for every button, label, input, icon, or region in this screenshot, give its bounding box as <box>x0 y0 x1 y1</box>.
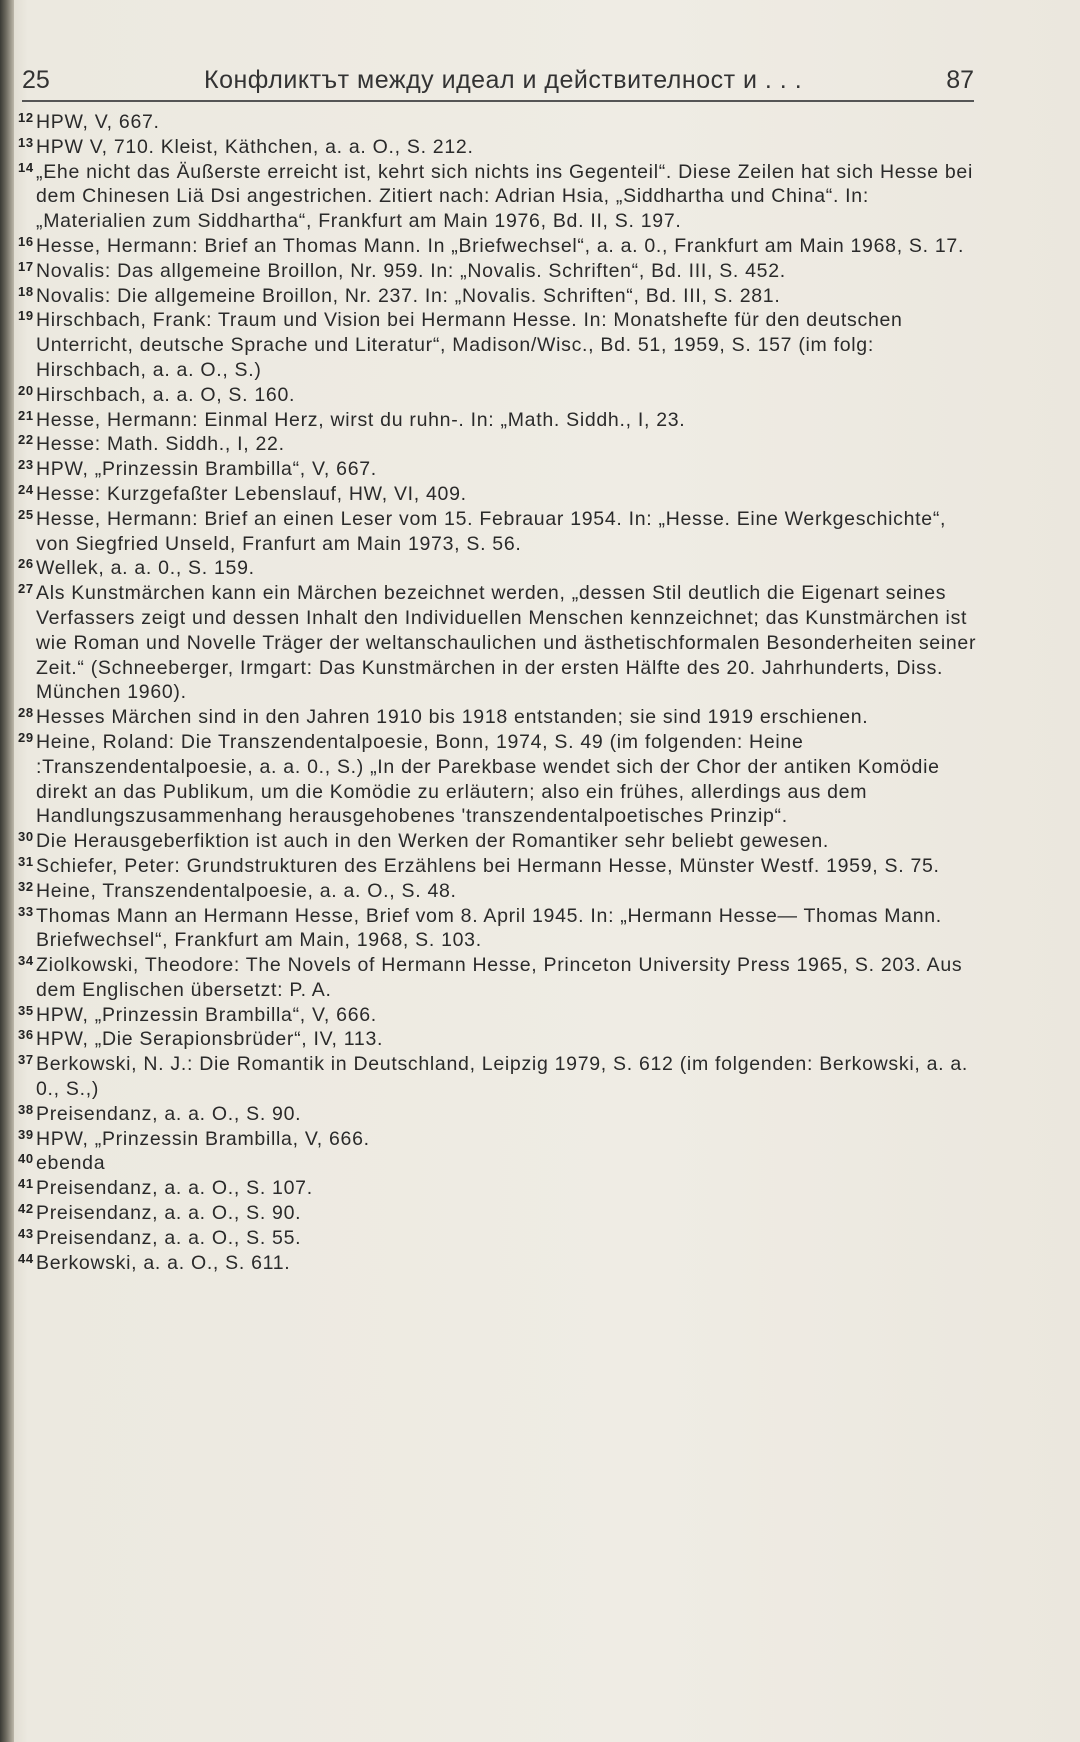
footnote-text: Hesse, Hermann: Brief an einen Leser vom 15. Febrauar 1954. In: „Hesse. Eine Werkgeschichte“, von Siegfried Unseld, Franfurt am Main 1973, S. 56. <box>36 507 947 555</box>
footnote-number: 27 <box>18 581 34 597</box>
footnote-number: 40 <box>18 1151 34 1167</box>
footnote-text: ebenda <box>36 1152 106 1175</box>
footnote <box>18 1225 981 1251</box>
footnote <box>18 382 981 408</box>
footnote <box>18 432 981 457</box>
running-title: Конфликтът между идеал и действителност и . . . <box>204 66 803 94</box>
footnote-number: 33 <box>18 903 34 919</box>
footnote-number: 17 <box>18 258 34 274</box>
footnote-number: 39 <box>18 1126 34 1142</box>
footnote-text: Hesse: Math. Siddh., I, 22. <box>36 433 285 456</box>
footnote-text: Preisendanz, a. a. O., S. 90. <box>36 1202 302 1225</box>
footnote-number: 35 <box>18 1002 34 1018</box>
footnote-text: HPW, „Die Serapionsbrüder“, IV, 113. <box>36 1028 384 1051</box>
footnote <box>18 506 981 557</box>
footnote-number: 22 <box>18 432 34 448</box>
page-number: 87 <box>946 66 974 94</box>
footnote <box>18 1151 981 1176</box>
footnote <box>18 729 981 829</box>
footnote <box>18 134 981 160</box>
footnote-text: HPW V, 710. Kleist, Käthchen, a. a. O., S. 212. <box>36 135 474 158</box>
footnote <box>18 481 981 507</box>
footnote-number: 20 <box>18 382 34 398</box>
footnote-text: Als Kunstmärchen kann ein Märchen bezeichnet werden, „dessen Stil deutlich die Eigenart seines Verfassers zeigt und dessen Inhalt den Individuellen Menschen kennzeichnet; das Kunstmärchen ist wie Roman und Novelle Träger der weltanschaulichen und ästhetischformalen Besonderheiten seiner Zeit.“ (Schneeberger, Irmgart: Das Kunstmärchen in der ersten Hälfte des 20. Jahrhunderts, Diss. München 1960). <box>36 582 977 704</box>
footnote-number: 12 <box>18 110 34 125</box>
footnote <box>18 1002 981 1028</box>
footnote-text: Novalis: Die allgemeine Broillon, Nr. 237. In: „Novalis. Schriften“, Bd. III, S. 281. <box>36 284 781 307</box>
footnote-number: 37 <box>18 1052 34 1068</box>
footnote-number: 41 <box>18 1176 34 1192</box>
footnote-text: Heine, Roland: Die Transzendentalpoesie, Bonn, 1974, S. 49 (im folgenden: Heine :Transzendentalpoesie, a. a. 0., S.) „In der Parekbase wendet sich der Chor der antiken Komödie direkt an das Publikum, um die Komödie zu erläutern; also ein frühes, allerdings aus dem Handlungszusammenhang herausgehobenes 'transzendentalpoetisches Prinzip“. <box>36 730 940 828</box>
footnote <box>18 407 981 433</box>
footnote-number: 34 <box>18 953 34 969</box>
footnote-text: Hesse, Hermann: Einmal Herz, wirst du ruhn-. In: „Math. Siddh., I, 23. <box>36 408 686 431</box>
footnote-number: 30 <box>18 829 34 845</box>
footnote-text: Preisendanz, a. a. O., S. 90. <box>36 1102 302 1125</box>
footnote <box>18 953 981 1003</box>
footnote-number: 43 <box>18 1225 34 1241</box>
footnote <box>18 283 981 309</box>
footnote <box>18 1052 981 1102</box>
footnote <box>18 1250 981 1276</box>
footnote-text: HPW, „Prinzessin Brambilla, V, 666. <box>36 1127 370 1150</box>
footnote-text: Die Herausgeberfiktion ist auch in den Werken der Romantiker sehr beliebt gewesen. <box>36 830 830 853</box>
footnote-text: Wellek, a. a. 0., S. 159. <box>36 557 255 580</box>
footnote <box>18 258 981 284</box>
footnote-text: HPW, V, 667. <box>36 111 160 133</box>
footnote <box>18 1027 981 1052</box>
footnote-text: Berkowski, N. J.: Die Romantik in Deutschland, Leipzig 1979, S. 612 (im folgenden: Berkowski, a. a. 0., S.,) <box>36 1053 969 1101</box>
footnote <box>18 1101 981 1127</box>
footnote <box>18 705 981 730</box>
footnote <box>18 308 981 382</box>
footnote-text: Hesses Märchen sind in den Jahren 1910 bis 1918 entstanden; sie sind 1919 erschienen. <box>36 706 869 729</box>
page-spine <box>0 0 14 1742</box>
footnote <box>18 829 981 854</box>
footnote-number: 23 <box>18 457 34 473</box>
footnote-text: Novalis: Das allgemeine Broillon, Nr. 959. In: „Novalis. Schriften“, Bd. III, S. 452. <box>36 259 786 282</box>
footnote-number: 44 <box>18 1250 34 1266</box>
footnote <box>18 878 981 904</box>
chapter-number: 25 <box>22 66 50 94</box>
footnote-number: 13 <box>18 134 34 150</box>
footnote <box>18 457 981 482</box>
footnote-number: 21 <box>18 407 34 423</box>
footnote-text: Berkowski, a. a. O., S. 611. <box>36 1251 291 1274</box>
footnote <box>18 853 981 879</box>
footnote-number: 42 <box>18 1201 34 1217</box>
footnote-text: „Ehe nicht das Äußerste erreicht ist, kehrt sich nichts ins Gegenteil“. Diese Zeilen hat sich Hesse bei dem Chinesen Liä Dsi angestrichen. Zitiert nach: Adrian Hsia, „Siddhartha und China“. In: „Materialien zum Siddhartha“, Frankfurt am Main 1976, Bd. II, S. 197. <box>36 160 973 233</box>
footnote-text: Ziolkowski, Theodore: The Novels of Hermann Hesse, Princeton University Press 1965, S. 203. Aus dem Englischen übersetzt: P. A. <box>36 954 963 1001</box>
page-header <box>22 64 974 100</box>
footnote-text: Thomas Mann an Hermann Hesse, Brief vom 8. April 1945. In: „Hermann Hesse— Thomas Mann. Briefwechsel“, Frankfurt am Main, 1968, S. 103. <box>36 904 942 952</box>
footnote-text: Schiefer, Peter: Grundstrukturen des Erzählens bei Hermann Hesse, Münster Westf. 1959, S. 75. <box>36 854 940 877</box>
footnote-number: 31 <box>18 853 34 869</box>
footnote-number: 28 <box>18 705 34 721</box>
footnote <box>18 1176 981 1201</box>
footnote-number: 36 <box>18 1027 34 1043</box>
footnote-number: 25 <box>18 506 34 522</box>
footnote <box>18 1126 981 1152</box>
header-rule <box>22 100 974 102</box>
footnote-text: Hirschbach, a. a. O, S. 160. <box>36 383 296 406</box>
footnote-text: Hesse: Kurzgefaßter Lebenslauf, HW, VI, 409. <box>36 482 467 505</box>
footnote <box>18 1201 981 1226</box>
footnote-text: HPW, „Prinzessin Brambilla“, V, 667. <box>36 458 377 481</box>
footnote-text: Preisendanz, a. a. O., S. 55. <box>36 1226 302 1249</box>
footnote <box>18 903 981 954</box>
footnote <box>18 233 981 259</box>
footnote <box>18 159 981 234</box>
footnote <box>18 110 981 135</box>
footnote-text: Hesse, Hermann: Brief an Thomas Mann. In „Briefwechsel“, a. a. 0., Frankfurt am Main 1968, S. 17. <box>36 234 965 257</box>
footnote-number: 19 <box>18 308 34 324</box>
footnote <box>18 581 981 705</box>
footnote-text: HPW, „Prinzessin Brambilla“, V, 666. <box>36 1003 377 1026</box>
footnote-number: 32 <box>18 878 34 894</box>
footnote-number: 29 <box>18 729 34 745</box>
footnotes-list <box>18 110 981 1275</box>
footnote-number: 38 <box>18 1101 34 1117</box>
footnote-text: Preisendanz, a. a. O., S. 107. <box>36 1177 313 1200</box>
footnote-number: 26 <box>18 556 34 572</box>
footnote <box>18 556 981 581</box>
footnote-number: 18 <box>18 283 34 299</box>
footnote-number: 24 <box>18 481 34 497</box>
footnote-number: 14 <box>18 159 34 175</box>
footnote-text: Hirschbach, Frank: Traum und Vision bei Hermann Hesse. In: Monatshefte für den deutschen Unterricht, deutsche Sprache und Literatur“, Madison/Wisc., Bd. 51, 1959, S. 157 (im folg: Hirschbach, a. a. O., S.) <box>36 309 903 381</box>
footnote-number: 16 <box>18 233 34 249</box>
footnote-text: Heine, Transzendentalpoesie, a. a. O., S. 48. <box>36 879 457 902</box>
